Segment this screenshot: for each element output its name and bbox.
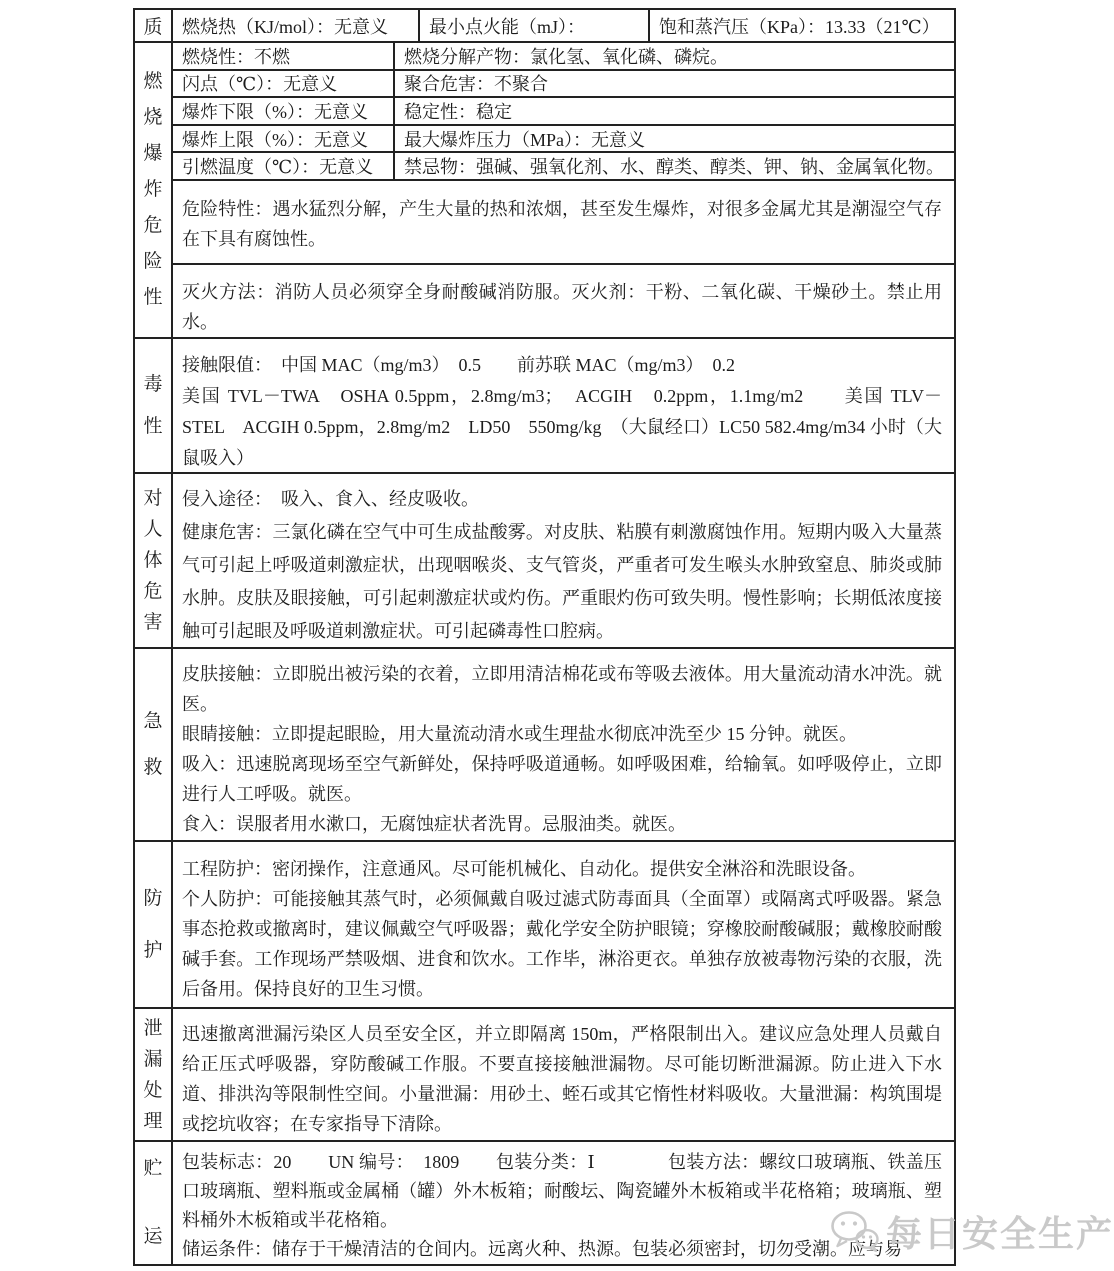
msds-table	[133, 8, 956, 1266]
row-header-storage-transport	[135, 1142, 173, 1264]
cell-explosion-lower-limit: 爆炸下限（%）：无意义	[173, 98, 395, 124]
watermark	[830, 1206, 1114, 1257]
section-human-health-hazard	[135, 474, 954, 649]
row-header-first-aid	[135, 649, 173, 840]
row-header-property-label: 质	[143, 17, 163, 38]
section-toxicity	[135, 339, 954, 474]
cell-flammability: 燃烧性：不燃	[173, 43, 395, 69]
cell-engineering-protection: 工程防护：密闭操作，注意通风。尽可能机械化、自动化。提供安全淋浴和洗眼设备。	[182, 859, 866, 879]
section-leak-handling	[135, 1009, 954, 1142]
row-header-first-aid-label: 急救	[143, 710, 163, 778]
cell-inhalation: 吸入：迅速脱离现场至空气新鲜处，保持呼吸道通畅。如呼吸困难，给输氧。如呼吸停止，立即进行人工呼吸。就医。	[182, 754, 942, 804]
table-row	[173, 153, 954, 181]
section-first-aid	[135, 649, 954, 842]
table-row	[173, 71, 954, 99]
cell-ingestion: 食入：误服者用水漱口，无腐蚀症状者洗胃。忌服油类。就医。	[182, 814, 686, 834]
row-header-human-harm-label: 对人体危害	[143, 488, 163, 633]
table-row	[173, 43, 954, 71]
cell-ignition-temperature: 引燃温度（℃）：无意义	[173, 153, 395, 179]
row-header-protection-label: 防护	[143, 887, 163, 961]
watermark-text: 每日安全生产	[886, 1214, 1114, 1254]
cell-flash-point: 闪点（℃）：无意义	[173, 71, 395, 97]
section-fire-explosion-hazard	[135, 43, 954, 339]
cell-combustion-heat: 燃烧热（KJ/mol）：无意义	[173, 10, 420, 41]
cell-exposure-routes: 侵入途径： 吸入、食入、经皮吸收。	[182, 489, 479, 509]
row-header-storage-transport-label: 贮运	[143, 1158, 163, 1247]
section-protection	[135, 842, 954, 1009]
row-header-toxicity-label: 毒性	[143, 373, 163, 437]
cell-polymerization-hazard: 聚合危害：不聚合	[404, 74, 548, 95]
row-header-toxicity	[135, 339, 173, 472]
row-header-leak-handling	[135, 1009, 173, 1140]
row-header-human-harm	[135, 474, 173, 647]
cell-decomposition-products: 燃烧分解产物：氯化氢、氧化磷、磷烷。	[404, 46, 728, 67]
section-physical-properties	[135, 10, 954, 43]
cell-health-hazards: 健康危害：三氯化磷在空气中可生成盐酸雾。对皮肤、粘膜有刺激腐蚀作用。短期内吸入大量蒸气可引起上呼吸道刺激症状，出现咽喉炎、支气管炎，严重者可发生喉头水肿致窒息、肺炎或肺水肿。皮肤及眼接触，可引起刺激症状或灼伤。严重眼灼伤可致失明。慢性影响；长期低浓度接触可引起眼及呼吸道刺激症状。可引起磷毒性口腔病。	[182, 522, 942, 641]
row-header-fire-explosion-label: 燃烧爆炸危险性	[143, 71, 163, 308]
cell-eye-contact: 眼睛接触：立即提起眼睑，用大量流动清水或生理盐水彻底冲洗至少 15 分钟。就医。	[182, 724, 857, 744]
row-header-property	[135, 10, 173, 41]
cell-saturated-vapor-pressure: 饱和蒸汽压（KPa）：13.33（21℃）	[659, 16, 940, 37]
cell-hazard-characteristics: 危险特性：遇水猛烈分解，产生大量的热和浓烟，甚至发生爆炸，对很多金属尤其是潮湿空气存在下具有腐蚀性。	[173, 181, 954, 265]
cell-us-exposure-limits: 美国 TVL－TWA OSHA 0.5ppm，2.8mg/m3； ACGIH 0.2ppm，1.1mg/m2 美国 TLV－STEL ACGIH 0.5ppm，2.8mg/m2 LD50 550mg/kg （大鼠经口）LC50 582.4mg/m34 小时（大鼠吸入）	[182, 386, 942, 468]
cell-exposure-limits: 接触限值： 中国 MAC（mg/m3） 0.5 前苏联 MAC（mg/m3） 0.2	[182, 355, 736, 375]
cell-min-ignition-energy: 最小点火能（mJ）：	[420, 10, 650, 41]
cell-stability: 稳定性：稳定	[404, 101, 512, 122]
table-row	[173, 98, 954, 126]
row-header-leak-handling-label: 泄漏处理	[143, 1017, 163, 1132]
cell-max-explosion-pressure: 最大爆炸压力（MPa）：无意义	[404, 129, 646, 150]
table-row	[173, 126, 954, 154]
cell-leak-procedure: 迅速撤离泄漏污染区人员至安全区，并立即隔离 150m，严格限制出入。建议应急处理人员戴自给正压式呼吸器，穿防酸碱工作服。不要直接接触泄漏物。尽可能切断泄漏源。防止进入下水道、排洪沟等限制性空间。小量泄漏：用砂土、蛭石或其它惰性材料吸收。大量泄漏：构筑围堤或挖坑收容；在专家指导下清除。	[182, 1024, 942, 1134]
cell-fire-fighting-methods: 灭火方法：消防人员必须穿全身耐酸碱消防服。灭火剂：干粉、二氧化碳、干燥砂土。禁止用水。	[182, 282, 942, 332]
row-header-fire-explosion	[135, 43, 173, 337]
row-header-protection	[135, 842, 173, 1007]
cell-explosion-upper-limit: 爆炸上限（%）：无意义	[173, 126, 395, 152]
cell-storage-conditions: 储运条件：储存于干燥清洁的仓间内。远离火种、热源。包装必须密封，切勿受潮。应与易	[182, 1239, 902, 1259]
cell-incompatibilities: 禁忌物：强碱、强氧化剂、水、醇类、醇类、钾、钠、金属氧化物。	[404, 157, 944, 178]
cell-personal-protection: 个人防护：可能接触其蒸气时，必须佩戴自吸过滤式防毒面具（全面罩）或隔离式呼吸器。紧急事态抢救或撤离时，建议佩戴空气呼吸器；戴化学安全防护眼镜；穿橡胶耐酸碱服；戴橡胶耐酸碱手套。工作现场严禁吸烟、进食和饮水。工作毕，淋浴更衣。单独存放被毒物污染的衣服，洗后备用。保持良好的卫生习惯。	[182, 889, 942, 999]
cell-skin-contact: 皮肤接触：立即脱出被污染的衣着，立即用清洁棉花或布等吸去液体。用大量流动清水冲洗。就医。	[182, 664, 942, 714]
wechat-icon	[830, 1210, 880, 1254]
cell-packaging-info: 包装标志：20 UN 编号： 1809 包装分类：Ⅰ 包装方法：螺纹口玻璃瓶、铁盖压口玻璃瓶、塑料瓶或金属桶（罐）外木板箱；耐酸坛、陶瓷罐外木板箱或半花格箱；玻璃瓶、塑料桶外木板箱或半花格箱。	[182, 1152, 942, 1230]
